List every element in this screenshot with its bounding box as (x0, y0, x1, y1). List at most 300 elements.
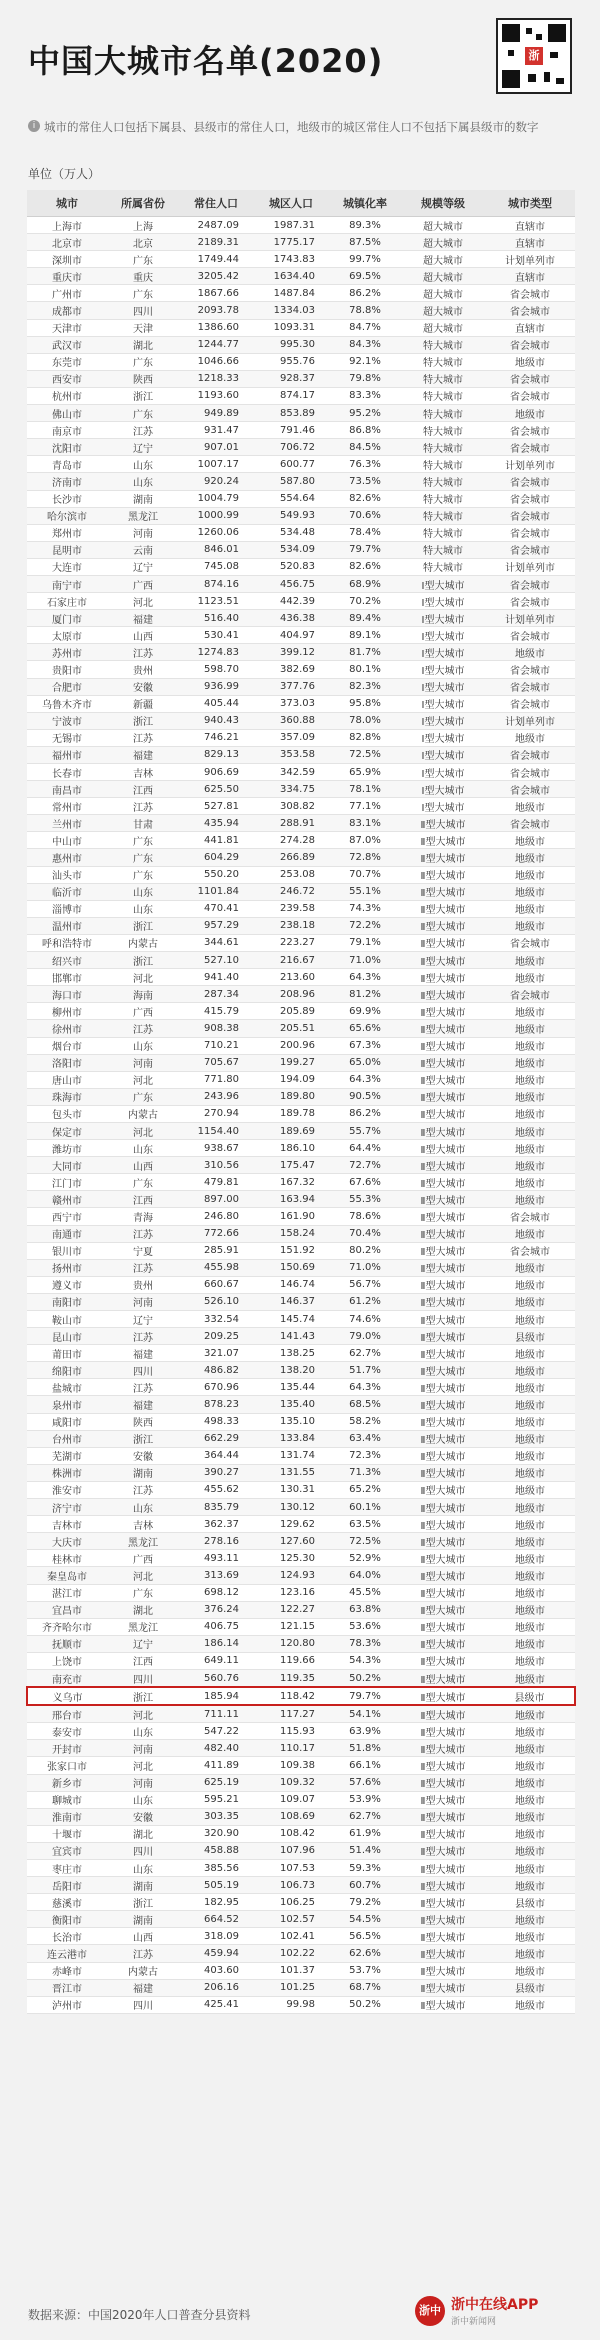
table-cell: 山西 (107, 1157, 179, 1174)
table-cell: 地级市 (485, 1037, 575, 1054)
table-cell: Ⅱ型大城市 (401, 1105, 485, 1122)
table-cell: 广西 (107, 575, 179, 592)
table-row (27, 1516, 575, 1533)
table-cell: 70.7% (329, 866, 401, 883)
table-cell: 56.5% (329, 1928, 401, 1945)
table-cell: 92.1% (329, 353, 401, 370)
table-cell: 57.6% (329, 1774, 401, 1791)
table-cell: 520.83 (253, 558, 329, 575)
table-cell: 地级市 (485, 1362, 575, 1379)
table-cell: 江苏 (107, 1481, 179, 1498)
table-cell: 62.7% (329, 1345, 401, 1362)
table-cell: 烟台市 (27, 1037, 107, 1054)
table-row (27, 251, 575, 268)
table-cell: 省会城市 (485, 575, 575, 592)
table-row (27, 558, 575, 575)
table-cell: Ⅰ型大城市 (401, 729, 485, 746)
table-cell: 地级市 (485, 1259, 575, 1276)
table-cell: 江苏 (107, 1020, 179, 1037)
table-cell: 地级市 (485, 1533, 575, 1550)
table-cell: 吉林市 (27, 1516, 107, 1533)
table-cell: Ⅱ型大城市 (401, 1808, 485, 1825)
table-cell: 地级市 (485, 798, 575, 815)
table-cell: Ⅱ型大城市 (401, 1723, 485, 1740)
table-cell: 68.7% (329, 1979, 401, 1996)
table-row (27, 1396, 575, 1413)
table-row (27, 1945, 575, 1962)
table-cell: 绍兴市 (27, 952, 107, 969)
table-cell: Ⅱ型大城市 (401, 866, 485, 883)
table-cell: 山东 (107, 1037, 179, 1054)
table-cell: 广东 (107, 405, 179, 422)
table-cell: 928.37 (253, 370, 329, 387)
table-cell: 436.38 (253, 610, 329, 627)
table-cell: 498.33 (179, 1413, 253, 1430)
table-cell: 新疆 (107, 695, 179, 712)
table-row (27, 1140, 575, 1157)
table-row (27, 1808, 575, 1825)
table-cell: 山西 (107, 627, 179, 644)
table-cell: 地级市 (485, 1464, 575, 1481)
table-cell: 109.38 (253, 1757, 329, 1774)
table-cell: 内蒙古 (107, 934, 179, 951)
table-cell: 地级市 (485, 1481, 575, 1498)
table-cell: 北京 (107, 234, 179, 251)
table-cell: 徐州市 (27, 1020, 107, 1037)
table-cell: 2487.09 (179, 217, 253, 234)
table-cell: 地级市 (485, 1550, 575, 1567)
table-cell: 西安市 (27, 370, 107, 387)
table-cell: 527.10 (179, 952, 253, 969)
table-cell: 206.16 (179, 1979, 253, 1996)
table-cell: 587.80 (253, 473, 329, 490)
table-cell: 济南市 (27, 473, 107, 490)
table-row (27, 1757, 575, 1774)
table-cell: 455.62 (179, 1481, 253, 1498)
table-cell: 宁波市 (27, 712, 107, 729)
table-cell: 地级市 (485, 1723, 575, 1740)
table-cell: 505.19 (179, 1877, 253, 1894)
table-cell: 四川 (107, 1362, 179, 1379)
table-cell: 地级市 (485, 1601, 575, 1618)
table-cell: 连云港市 (27, 1945, 107, 1962)
table-cell: 303.35 (179, 1808, 253, 1825)
table-cell: 145.74 (253, 1311, 329, 1328)
table-cell: 河北 (107, 1071, 179, 1088)
table-cell: 55.3% (329, 1191, 401, 1208)
table-cell: 广州市 (27, 285, 107, 302)
table-cell: 493.11 (179, 1550, 253, 1567)
table-cell: 地级市 (485, 1757, 575, 1774)
table-cell: 1775.17 (253, 234, 329, 251)
table-cell: 908.38 (179, 1020, 253, 1037)
table-cell: 保定市 (27, 1122, 107, 1139)
table-cell: 浙江 (107, 712, 179, 729)
table-cell: 武汉市 (27, 336, 107, 353)
table-cell: 桂林市 (27, 1550, 107, 1567)
table-cell: 278.16 (179, 1533, 253, 1550)
table-cell: 地级市 (485, 832, 575, 849)
table-cell: 江苏 (107, 1379, 179, 1396)
table-cell: 地级市 (485, 729, 575, 746)
table-row-highlighted (27, 1687, 575, 1705)
table-cell: 907.01 (179, 439, 253, 456)
table-cell: 省会城市 (485, 593, 575, 610)
table-cell: Ⅰ型大城市 (401, 610, 485, 627)
table-cell: 江苏 (107, 1259, 179, 1276)
table-cell: 地级市 (485, 1635, 575, 1652)
table-header-row (27, 190, 575, 217)
table-cell: 90.5% (329, 1088, 401, 1105)
table-row (27, 268, 575, 285)
table-cell: 淄博市 (27, 900, 107, 917)
table-row (27, 1996, 575, 2013)
table-cell: 遵义市 (27, 1276, 107, 1293)
table-cell: Ⅱ型大城市 (401, 1877, 485, 1894)
table-cell: 122.27 (253, 1601, 329, 1618)
table-cell: Ⅱ型大城市 (401, 1481, 485, 1498)
table-cell: 温州市 (27, 917, 107, 934)
table-cell: 274.28 (253, 832, 329, 849)
table-cell: 地级市 (485, 1276, 575, 1293)
table-cell: 376.24 (179, 1601, 253, 1618)
table-cell: 78.4% (329, 524, 401, 541)
table-cell: 地级市 (485, 1774, 575, 1791)
table-cell: 河北 (107, 1122, 179, 1139)
table-cell: 福建 (107, 1979, 179, 1996)
table-cell: 地级市 (485, 1020, 575, 1037)
table-cell: 89.3% (329, 217, 401, 234)
table-row (27, 952, 575, 969)
table-cell: Ⅰ型大城市 (401, 661, 485, 678)
table-cell: 地级市 (485, 1842, 575, 1859)
table-cell: 74.3% (329, 900, 401, 917)
table-row (27, 439, 575, 456)
column-header: 城市 (27, 190, 107, 217)
table-row (27, 1533, 575, 1550)
table-cell: 846.01 (179, 541, 253, 558)
table-row (27, 1877, 575, 1894)
table-cell: 1218.33 (179, 370, 253, 387)
table-cell: 福州市 (27, 746, 107, 763)
table-row (27, 1345, 575, 1362)
table-cell: 台州市 (27, 1430, 107, 1447)
table-cell: Ⅱ型大城市 (401, 900, 485, 917)
column-header: 常住人口 (179, 190, 253, 217)
table-cell: 泸州市 (27, 1996, 107, 2013)
table-cell: 604.29 (179, 849, 253, 866)
table-row (27, 490, 575, 507)
table-row (27, 1842, 575, 1859)
table-cell: 205.51 (253, 1020, 329, 1037)
table-row (27, 1020, 575, 1037)
table-cell: 55.1% (329, 883, 401, 900)
table-cell: 106.25 (253, 1894, 329, 1911)
table-cell: 936.99 (179, 678, 253, 695)
table-cell: 地级市 (485, 1105, 575, 1122)
table-row (27, 593, 575, 610)
table-cell: 福建 (107, 746, 179, 763)
table-cell: 河北 (107, 1705, 179, 1723)
table-cell: 68.9% (329, 575, 401, 592)
table-cell: 汕头市 (27, 866, 107, 883)
table-cell: Ⅰ型大城市 (401, 798, 485, 815)
table-cell: Ⅱ型大城市 (401, 1774, 485, 1791)
table-cell: 64.4% (329, 1140, 401, 1157)
table-cell: 70.2% (329, 593, 401, 610)
table-cell: 赣州市 (27, 1191, 107, 1208)
table-row (27, 1208, 575, 1225)
table-cell: 86.2% (329, 1105, 401, 1122)
table-cell: 64.3% (329, 969, 401, 986)
table-row (27, 234, 575, 251)
table-cell: 1487.84 (253, 285, 329, 302)
table-cell: 杭州市 (27, 387, 107, 404)
table-cell: 柳州市 (27, 1003, 107, 1020)
table-cell: 地级市 (485, 1705, 575, 1723)
table-cell: 246.72 (253, 883, 329, 900)
city-table (26, 190, 574, 2014)
table-cell: 邯郸市 (27, 969, 107, 986)
table-cell: 76.3% (329, 456, 401, 473)
table-row (27, 900, 575, 917)
table-cell: Ⅱ型大城市 (401, 1516, 485, 1533)
table-cell: Ⅱ型大城市 (401, 1911, 485, 1928)
table-cell: 662.29 (179, 1430, 253, 1447)
table-row (27, 1860, 575, 1877)
table-cell: 186.10 (253, 1140, 329, 1157)
table-cell: 地级市 (485, 1174, 575, 1191)
table-cell: Ⅰ型大城市 (401, 695, 485, 712)
table-row (27, 866, 575, 883)
table-row (27, 319, 575, 336)
table-cell: 138.20 (253, 1362, 329, 1379)
table-cell: 456.75 (253, 575, 329, 592)
table-cell: 辽宁 (107, 1635, 179, 1652)
table-cell: 84.3% (329, 336, 401, 353)
table-cell: 360.88 (253, 712, 329, 729)
table-cell: 湖南 (107, 1877, 179, 1894)
table-row (27, 473, 575, 490)
table-cell: 71.0% (329, 1259, 401, 1276)
table-cell: 146.74 (253, 1276, 329, 1293)
table-cell: Ⅱ型大城市 (401, 1088, 485, 1105)
table-cell: 地级市 (485, 1618, 575, 1635)
table-cell: 地级市 (485, 866, 575, 883)
table-cell: 72.8% (329, 849, 401, 866)
table-cell: 省会城市 (485, 524, 575, 541)
table-cell: 425.41 (179, 1996, 253, 2013)
table-cell: Ⅰ型大城市 (401, 746, 485, 763)
table-row (27, 1379, 575, 1396)
table-row (27, 1430, 575, 1447)
table-cell: 68.5% (329, 1396, 401, 1413)
table-cell: 208.96 (253, 986, 329, 1003)
table-cell: 373.03 (253, 695, 329, 712)
table-cell: 河北 (107, 593, 179, 610)
table-row (27, 1413, 575, 1430)
table-cell: Ⅱ型大城市 (401, 1945, 485, 1962)
table-cell: 重庆 (107, 268, 179, 285)
table-cell: 特大城市 (401, 439, 485, 456)
table-cell: 省会城市 (485, 746, 575, 763)
table-cell: 省会城市 (485, 1208, 575, 1225)
table-row (27, 1191, 575, 1208)
table-cell: 1867.66 (179, 285, 253, 302)
table-cell: 东莞市 (27, 353, 107, 370)
table-cell: 吉林 (107, 764, 179, 781)
column-header: 规模等级 (401, 190, 485, 217)
table-cell: 957.29 (179, 917, 253, 934)
table-cell: 455.98 (179, 1259, 253, 1276)
table-row (27, 1088, 575, 1105)
table-cell: 54.1% (329, 1705, 401, 1723)
table-cell: 江苏 (107, 729, 179, 746)
table-cell: 285.91 (179, 1242, 253, 1259)
table-cell: 贵州 (107, 661, 179, 678)
table-cell: 385.56 (179, 1860, 253, 1877)
table-cell: 83.3% (329, 387, 401, 404)
table-body (27, 217, 575, 2014)
table-cell: 珠海市 (27, 1088, 107, 1105)
table-cell: 995.30 (253, 336, 329, 353)
table-cell: 238.18 (253, 917, 329, 934)
table-cell: 扬州市 (27, 1259, 107, 1276)
table-cell: 940.43 (179, 712, 253, 729)
table-cell: 1260.06 (179, 524, 253, 541)
table-cell: 109.07 (253, 1791, 329, 1808)
table-row (27, 1567, 575, 1584)
table-cell: 516.40 (179, 610, 253, 627)
table-cell: Ⅱ型大城市 (401, 1242, 485, 1259)
table-row (27, 1669, 575, 1687)
table-cell: Ⅱ型大城市 (401, 1533, 485, 1550)
table-cell: 554.64 (253, 490, 329, 507)
table-cell: 海口市 (27, 986, 107, 1003)
table-row (27, 1723, 575, 1740)
table-cell: 78.6% (329, 1208, 401, 1225)
table-cell: 1154.40 (179, 1122, 253, 1139)
table-cell: 广东 (107, 832, 179, 849)
table-cell: 陕西 (107, 1413, 179, 1430)
table-cell: 1987.31 (253, 217, 329, 234)
table-cell: 特大城市 (401, 490, 485, 507)
table-cell: 广东 (107, 353, 179, 370)
table-cell: 厦门市 (27, 610, 107, 627)
table-cell: 549.93 (253, 507, 329, 524)
table-cell: 364.44 (179, 1447, 253, 1464)
table-cell: 288.91 (253, 815, 329, 832)
table-cell: 874.17 (253, 387, 329, 404)
table-cell: 955.76 (253, 353, 329, 370)
table-cell: 青岛市 (27, 456, 107, 473)
table-cell: 上海 (107, 217, 179, 234)
table-row (27, 507, 575, 524)
table-cell: 鞍山市 (27, 1311, 107, 1328)
table-cell: 560.76 (179, 1669, 253, 1687)
table-cell: 省会城市 (485, 1242, 575, 1259)
table-cell: Ⅱ型大城市 (401, 1652, 485, 1669)
table-cell: 65.0% (329, 1054, 401, 1071)
table-cell: Ⅰ型大城市 (401, 764, 485, 781)
table-cell: 1123.51 (179, 593, 253, 610)
table-cell: 衡阳市 (27, 1911, 107, 1928)
table-cell: 地级市 (485, 1122, 575, 1139)
table-cell: Ⅱ型大城市 (401, 1362, 485, 1379)
table-cell: 县级市 (485, 1979, 575, 1996)
table-cell: 呼和浩特市 (27, 934, 107, 951)
table-row (27, 285, 575, 302)
table-cell: 江苏 (107, 798, 179, 815)
table-cell: 江苏 (107, 1328, 179, 1345)
table-cell: 746.21 (179, 729, 253, 746)
qr-code-icon[interactable] (496, 18, 572, 94)
table-cell: 182.95 (179, 1894, 253, 1911)
table-cell: 山东 (107, 456, 179, 473)
table-cell: 岳阳市 (27, 1877, 107, 1894)
table-cell: 135.40 (253, 1396, 329, 1413)
table-cell: Ⅱ型大城市 (401, 815, 485, 832)
table-cell: 包头市 (27, 1105, 107, 1122)
table-cell: 江苏 (107, 1945, 179, 1962)
table-cell: 102.57 (253, 1911, 329, 1928)
table-cell: Ⅱ型大城市 (401, 917, 485, 934)
table-cell: 宜宾市 (27, 1842, 107, 1859)
table-cell: 664.52 (179, 1911, 253, 1928)
table-cell: 938.67 (179, 1140, 253, 1157)
table-row (27, 746, 575, 763)
table-cell: 63.9% (329, 1723, 401, 1740)
table-cell: 362.37 (179, 1516, 253, 1533)
table-cell: 浙江 (107, 1894, 179, 1911)
table-cell: 齐齐哈尔市 (27, 1618, 107, 1635)
unit-label: 单位（万人） (28, 167, 101, 181)
table-cell: 108.42 (253, 1825, 329, 1842)
table-cell: 131.55 (253, 1464, 329, 1481)
table-cell: 141.43 (253, 1328, 329, 1345)
table-cell: 81.2% (329, 986, 401, 1003)
table-cell: 地级市 (485, 1396, 575, 1413)
table-row (27, 644, 575, 661)
table-cell: 地级市 (485, 1740, 575, 1757)
table-row (27, 1293, 575, 1310)
table-cell: 1244.77 (179, 336, 253, 353)
table-cell: 莆田市 (27, 1345, 107, 1362)
table-cell: 地级市 (485, 1054, 575, 1071)
table-cell: 50.2% (329, 1669, 401, 1687)
table-cell: Ⅱ型大城市 (401, 1293, 485, 1310)
table-cell: 浙江 (107, 1430, 179, 1447)
table-cell: 重庆市 (27, 268, 107, 285)
table-cell: 长春市 (27, 764, 107, 781)
table-cell: 超大城市 (401, 319, 485, 336)
table-row (27, 1618, 575, 1635)
table-cell: 泉州市 (27, 1396, 107, 1413)
table-cell: Ⅱ型大城市 (401, 1567, 485, 1584)
table-row (27, 1584, 575, 1601)
table-cell: 义乌市 (27, 1687, 107, 1705)
table-cell: 上饶市 (27, 1652, 107, 1669)
table-cell: 省会城市 (485, 439, 575, 456)
table-cell: 459.94 (179, 1945, 253, 1962)
table-cell: 625.50 (179, 781, 253, 798)
table-cell: 省会城市 (485, 387, 575, 404)
table-cell: 特大城市 (401, 405, 485, 422)
table-cell: 670.96 (179, 1379, 253, 1396)
table-cell: 874.16 (179, 575, 253, 592)
table-cell: 大同市 (27, 1157, 107, 1174)
table-cell: 地级市 (485, 1157, 575, 1174)
